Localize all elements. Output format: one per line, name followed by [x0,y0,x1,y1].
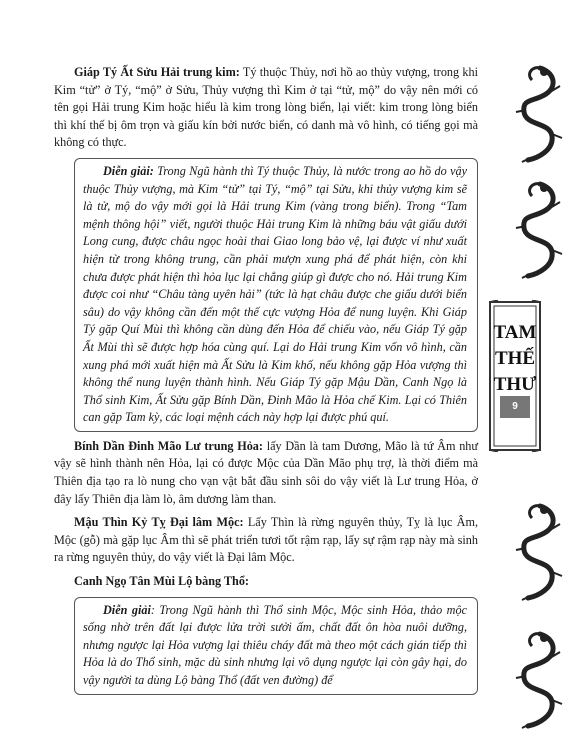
tab-title-line-2: THẾ [494,348,536,369]
explanation-text [83,163,467,427]
dragon-icon [510,502,568,602]
explanation-text [83,602,467,690]
book-tab-icon [488,300,542,452]
paragraph-lo-bang-tho-heading: Canh Ngọ Tân Mùi Lộ bàng Thổ: [74,574,249,589]
page-number: 9 [500,396,530,418]
tab-title-line-1: TAM [493,322,537,343]
explanation-heading: Diễn giải: [103,163,154,178]
explanation-box-2 [74,597,478,695]
paragraph-heading: Mậu Thìn Kỷ Tỵ Đại lâm Mộc: [74,515,244,530]
paragraph-body: lấy Dần là tam Dương, Mão là tứ Âm như vậy sẽ hình thành nên Hỏa, lại có được Mộc của Dần Mão phụ trợ, là thời điểm mà Thiên địa tạo ra lò nung cho vạn vật bắt đầu sinh sôi do vậy viết là Lư trung Hỏa, ở đây lấy Thiên địa làm lò, âm dương làm than. [54,438,479,506]
dragon-icon [510,64,568,164]
explanation-body: Trong Ngũ hành thì Tý thuộc Thủy, là nước trong ao hồ do vậy thuộc Thủy vượng, mà Kim “tử” tại Tý, “mộ” tại Sửu, khi thủy vượng kim sẽ là tử, mộ do vậy mới gọi là Hải trung Kim (vàng trong biển). Trong “Tam mệnh thông hội” viết, người thuộc Hải trung Kim là những báu vật giấu dưới Long cung, được châu ngọc hoài thai Giao long bảo vệ, lại được ví như xuất hiện từ trong không trung, cần phải mượn xung phá để phát hiện, còn khi chưa được phát hiện thì hỏa lục lại chẳng giúp gì được cho nó. Hải trung Kim được coi như “Châu tàng uyên hải” (tức là hạt châu được che giấu dưới biển sâu) do vậy không cần đến một thế cực vượng Hỏa để nung luyện. Khi Giáp Tý gặp Quí Mùi thì không cần dùng đến Hỏa để chiếu vào, nếu Giáp Tý gặp Ất Mùi thì sẽ được hợp hóa cùng quí. Lại do Hải trung Kim vốn vô hình, cần xung phá mới xuất hiện mà Ất Sửu là Kim khố, nếu không gặp Hỏa vượng thì không thể nung luyện thành hình. Nếu Giáp Tý gặp Mậu Dần, Canh Ngọ là Thổ sinh Kim, Ất Sửu gặp Bính Dần, Đinh Mão là Hỏa chế Kim. Lại có Thiên can gặp Tam kỳ, các loại mệnh cách này hợp lại được phú quí. [83,163,467,425]
paragraph-dai-lam-moc [54,514,478,567]
dragon-icon [510,180,568,280]
paragraph-heading: Bính Dần Đinh Mão Lư trung Hỏa: [74,438,263,453]
text-column [54,64,478,701]
tab-title-line-3: THƯ [493,374,537,395]
paragraph-body: Lấy Thìn là rừng nguyên thủy, Tỵ là lục Âm, Mộc (gỗ) mà gặp lục Âm thì sẽ phát triển tươi tốt rậm rạp, lấy sự rậm rạp này mà sinh ra rừng nguyên thủy, do vậy viết là Đại lâm Mộc. [54,515,478,565]
dragon-icon [510,630,568,730]
paragraph-lu-trung-hoa [54,438,478,508]
paragraph-hai-trung-kim [54,64,478,152]
explanation-box-1 [74,158,478,432]
paragraph-heading: Giáp Tý Ất Sửu Hải trung kim: [74,65,240,79]
paragraph-body: Tý thuộc Thủy, nơi hồ ao thủy vượng, trong khi Kim “tử” ở Tý, “mộ” ở Sửu, Thủy vượng thì Kim ở tại “tử, mộ” do vậy nên mới có tên gọi Hải trung Kim hoặc hiểu là kim trong lòng biển, lại viết: kim trong lòng biển thì khí thế bị ôm trọn và giấu kín bởi nước biển, có danh mà vô hình, có tiếng gọi mà không có thực. [54,65,478,150]
explanation-body: : Trong Ngũ hành thì Thổ sinh Mộc, Mộc sinh Hỏa, thảo mộc sống nhờ trên đất lại được lửa trời sưởi ấm, chất đất ôn hòa nuôi dưỡng, nhưng ngược lại Hỏa vượng lại thiêu cháy đất mà theo một cách gián tiếp thì Hỏa là do Thổ sinh, mặc dù sinh nhưng lại vô dụng ngược lại còn gây hại, do vậy người ta dùng Lộ bàng Thổ (đất ven đường) để [83,602,467,687]
explanation-heading: Diễn giải [103,602,151,617]
